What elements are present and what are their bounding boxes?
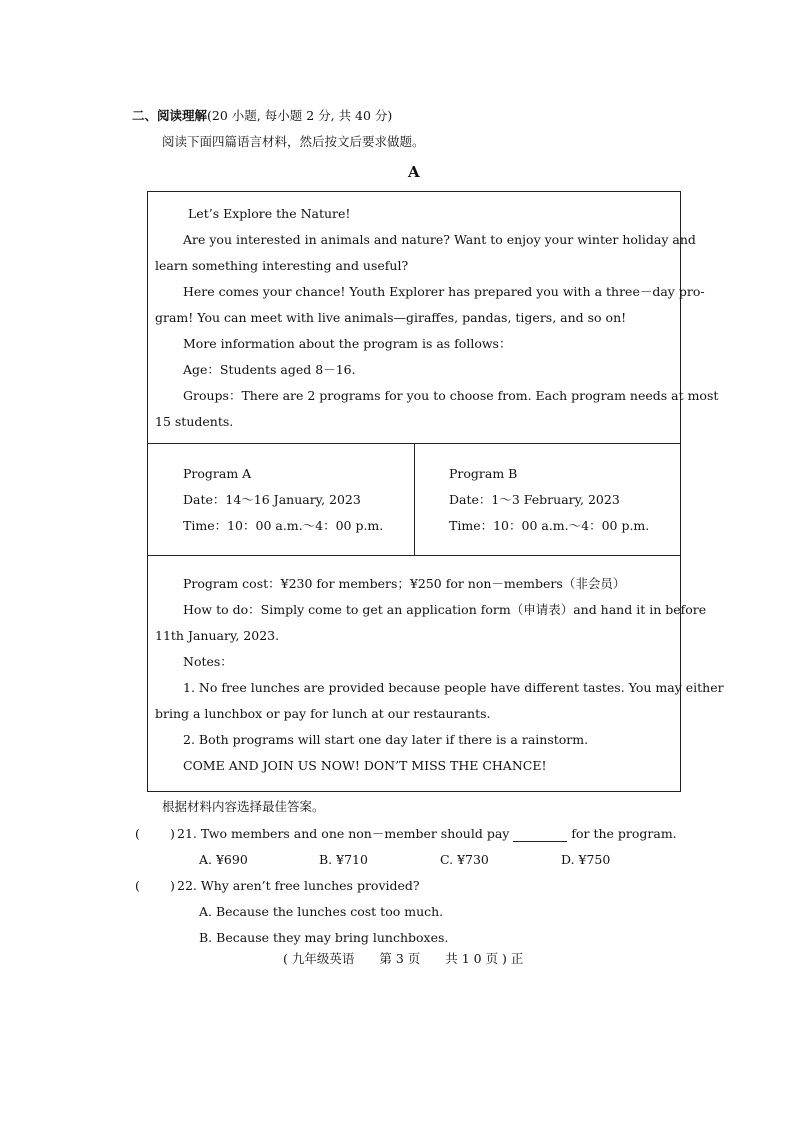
passage-p1-line2: learn something interesting and useful? (155, 258, 409, 273)
passage-groups-line1: Groups：There are 2 programs for you to choose from. Each program needs at most (183, 388, 719, 403)
q21-stem-b: for the program. (571, 826, 677, 841)
passage-p1-line1: Are you interested in animals and nature? Want to enjoy your winter holiday and (183, 232, 696, 247)
section-heading-title: 二、阅读理解 (132, 108, 208, 123)
questions-instruction: 根据材料内容选择最佳答案。 (162, 799, 325, 814)
program-a-name: Program A (183, 466, 252, 481)
program-cost: Program cost：¥230 for members；¥250 for non－members（非会员） (183, 576, 626, 591)
q21-bracket-open: ( (135, 826, 140, 841)
section-heading (132, 108, 392, 124)
q22-bracket-open: ( (135, 878, 140, 893)
program-column-divider (414, 443, 415, 555)
passage-p2-line1: Here comes your chance! Youth Explorer has prepared you with a three－day pro- (183, 284, 705, 299)
section-instruction: 阅读下面四篇语言材料，然后按文后要求做题。 (162, 134, 425, 149)
q21-option-c: C. ¥730 (440, 852, 489, 867)
q21-answer-blank[interactable] (513, 829, 567, 842)
note2: 2. Both programs will start one day later if there is a rainstorm. (183, 732, 589, 747)
passage-closing: COME AND JOIN US NOW! DON’T MISS THE CHANCE! (183, 758, 547, 773)
q21-stem-a: 21. Two members and one non－member should pay (177, 826, 510, 841)
passage-age: Age：Students aged 8－16. (183, 362, 356, 377)
q21-option-b: B. ¥710 (319, 852, 368, 867)
how-to-line1: How to do：Simply come to get an application form（申请表）and hand it in before (183, 602, 707, 617)
passage-groups-line2: 15 students. (155, 414, 234, 429)
section-heading-note: (20 小题, 每小题 2 分, 共 40 分) (207, 108, 393, 123)
note1-line2: bring a lunchbox or pay for lunch at our restaurants. (155, 706, 491, 721)
notes-label: Notes： (183, 654, 233, 669)
q21-option-d: D. ¥750 (561, 852, 611, 867)
q22-bracket-close: ) (170, 878, 175, 893)
program-b-time: Time：10：00 a.m.～4：00 p.m. (449, 518, 650, 533)
passage-title: Let’s Explore the Nature! (188, 206, 351, 221)
note1-line1: 1. No free lunches are provided because people have different tastes. You may either (183, 680, 724, 695)
passage-p2-line2: gram! You can meet with live animals—giraffes, pandas, tigers, and so on! (155, 310, 627, 325)
q21-bracket-close: ) (170, 826, 175, 841)
how-to-line2: 11th January, 2023. (155, 628, 280, 643)
q22-stem: 22. Why aren’t free lunches provided? (177, 878, 420, 893)
passage-p3: More information about the program is as follows： (183, 336, 512, 351)
program-b-name: Program B (449, 466, 518, 481)
passage-letter: A (408, 163, 420, 181)
page-footer: ( 九年级英语 第 3 页 共 1 0 页 ) 正 (283, 951, 524, 966)
q21-stem (177, 826, 677, 842)
program-a-time: Time：10：00 a.m.～4：00 p.m. (183, 518, 384, 533)
q22-option-a: A. Because the lunches cost too much. (199, 904, 444, 919)
q21-option-a: A. ¥690 (199, 852, 248, 867)
box-divider-bottom (147, 555, 681, 556)
program-a-date: Date：14～16 January, 2023 (183, 492, 361, 507)
q22-option-b: B. Because they may bring lunchboxes. (199, 930, 449, 945)
program-b-date: Date：1～3 February, 2023 (449, 492, 620, 507)
